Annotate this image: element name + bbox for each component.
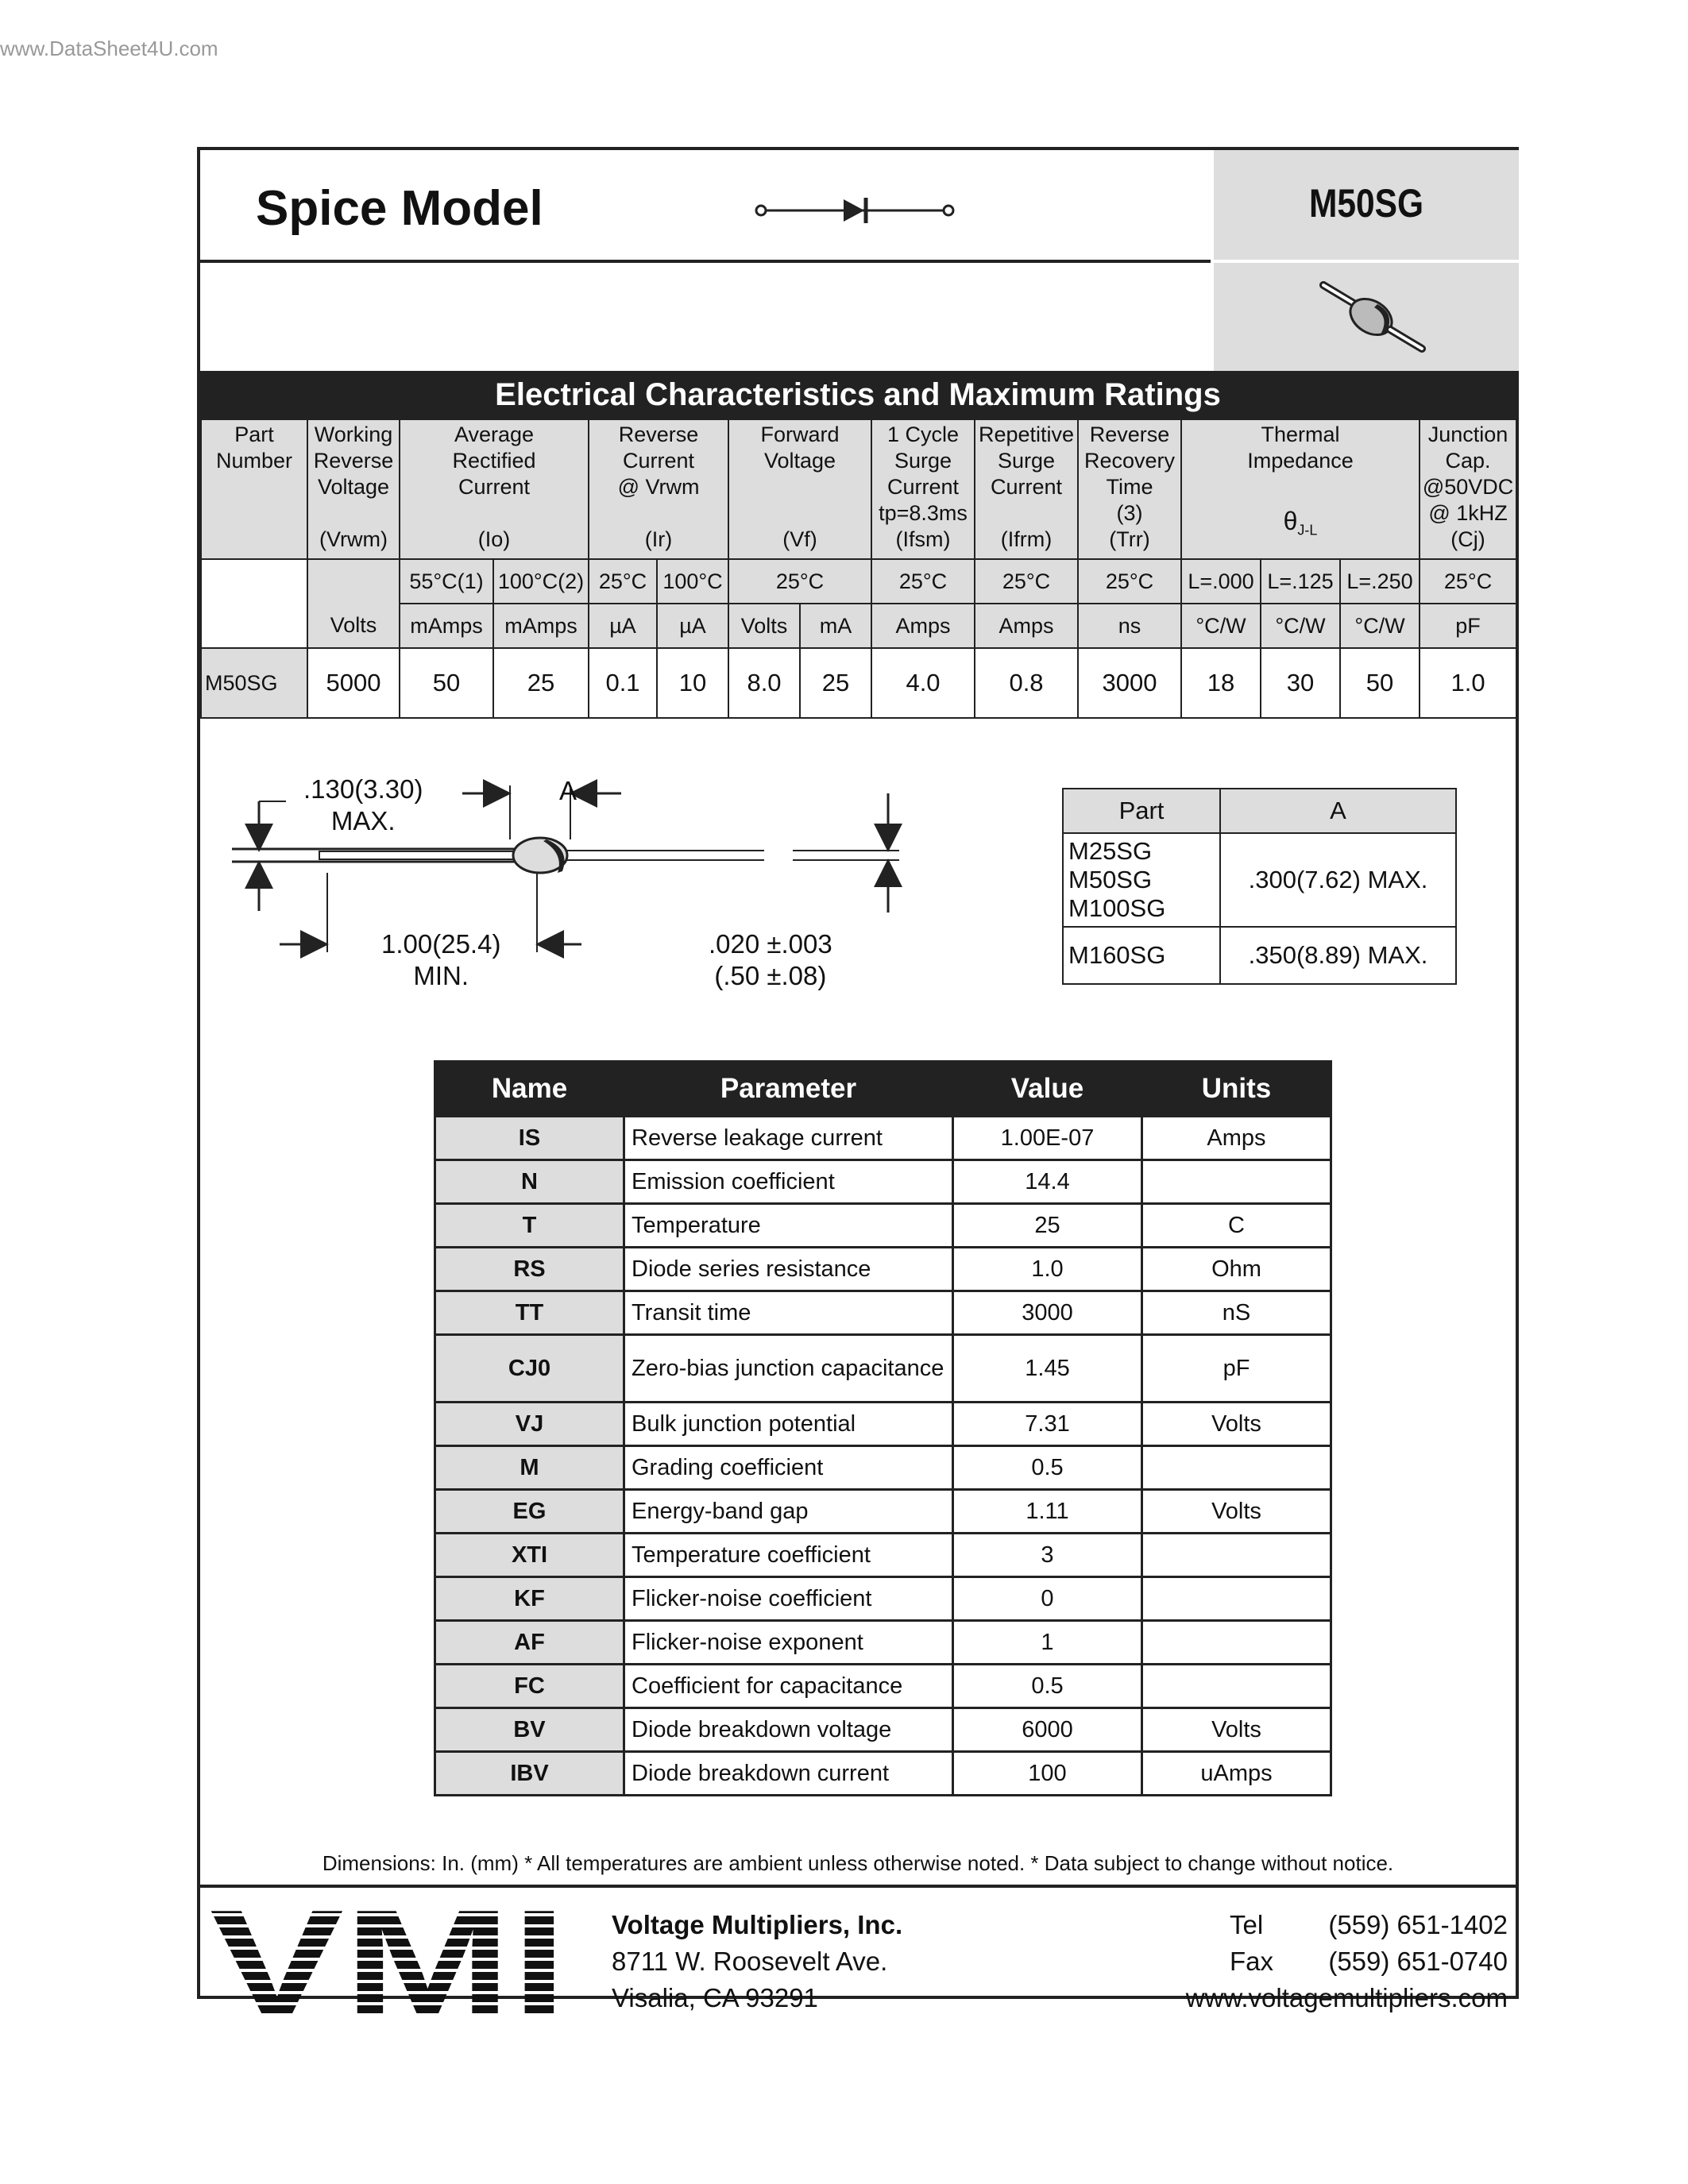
spice-cell-parameter: Diode series resistance [624, 1248, 953, 1291]
spice-row [435, 1117, 1331, 1160]
spice-hdr-units: Units [1142, 1062, 1331, 1117]
cell-ifrm: 0.8 [975, 648, 1078, 718]
spice-cell-units [1142, 1621, 1331, 1665]
hdr-forward-voltage: Forward Voltage (Vf) [728, 419, 871, 559]
unit-ir-25: µA [589, 604, 657, 648]
fax-label: Fax [1230, 1947, 1274, 1976]
cell-trr: 3000 [1078, 648, 1181, 718]
spice-row [435, 1204, 1331, 1248]
hdr-junction-capacitance: Junction Cap. @50VDC @ 1kHZ (Cj) [1420, 419, 1516, 559]
spice-row [435, 1534, 1331, 1577]
spice-cell-value: 1.0 [953, 1248, 1142, 1291]
hdr-reverse-current: Reverse Current @ Vrwm (Ir) [589, 419, 728, 559]
spice-cell-name: RS [435, 1248, 624, 1291]
electrical-characteristics-table [200, 419, 1517, 719]
fax-number: (559) 651-0740 [1328, 1947, 1508, 1976]
unit-vrwm: Volts [307, 559, 400, 648]
spice-cell-value: 14.4 [953, 1160, 1142, 1204]
unit-io-55: mAmps [400, 604, 493, 648]
spice-body [435, 1117, 1331, 1796]
temp-theta-125: L=.125 [1261, 559, 1340, 604]
unit-ifsm: Amps [871, 604, 975, 648]
website-link[interactable]: www.voltagemultipliers.com [1185, 1983, 1508, 2012]
spice-cell-units: uAmps [1142, 1752, 1331, 1796]
spice-cell-value: 7.31 [953, 1403, 1142, 1446]
ec-temperature-row [201, 559, 1516, 604]
unit-theta-125: °C/W [1261, 604, 1340, 648]
spice-cell-units [1142, 1160, 1331, 1204]
spice-cell-parameter: Coefficient for capacitance [624, 1665, 953, 1708]
cell-theta-125: 30 [1261, 648, 1340, 718]
cell-io-100: 25 [493, 648, 589, 718]
spice-cell-name: FC [435, 1665, 624, 1708]
spice-cell-name: VJ [435, 1403, 624, 1446]
spice-cell-value: 1.11 [953, 1490, 1142, 1534]
unit-vf-volts: Volts [728, 604, 800, 648]
spice-row [435, 1752, 1331, 1796]
spice-row [435, 1403, 1331, 1446]
temp-theta-000: L=.000 [1181, 559, 1261, 604]
parts-hdr-a: A [1220, 789, 1456, 833]
cell-vrwm: 5000 [307, 648, 400, 718]
cell-io-55: 50 [400, 648, 493, 718]
cell-vf-ma: 25 [800, 648, 871, 718]
spice-cell-units: nS [1142, 1291, 1331, 1335]
spice-cell-value: 0.5 [953, 1446, 1142, 1490]
hdr-thermal-impedance: Thermal Impedance $\theta_{J-L}$ [1181, 419, 1420, 559]
spice-cell-name: M [435, 1446, 624, 1490]
fax-row [1186, 1943, 1508, 1980]
spice-cell-parameter: Diode breakdown current [624, 1752, 953, 1796]
diode-symbol-icon [756, 198, 953, 223]
spice-cell-parameter: Grading coefficient [624, 1446, 953, 1490]
contact-info [1186, 1907, 1508, 2016]
spice-row [435, 1665, 1331, 1708]
parts-group2-a: .350(8.89) MAX. [1220, 927, 1456, 984]
dim-lead-min: 1.00(25.4) MIN. [381, 929, 501, 990]
spice-cell-value: 3 [953, 1534, 1142, 1577]
temp-trr: 25°C [1078, 559, 1181, 604]
parts-row-2 [1063, 927, 1456, 984]
spice-cell-units: Volts [1142, 1403, 1331, 1446]
spice-row [435, 1248, 1331, 1291]
unit-cj: pF [1420, 604, 1516, 648]
spice-cell-value: 25 [953, 1204, 1142, 1248]
unit-ir-100: µA [657, 604, 728, 648]
spice-cell-parameter: Temperature [624, 1204, 953, 1248]
unit-ifrm: Amps [975, 604, 1078, 648]
spice-hdr-parameter: Parameter [624, 1062, 953, 1117]
spice-cell-name: TT [435, 1291, 624, 1335]
dim-body-max: .130(3.30) MAX. [303, 774, 423, 835]
spice-row [435, 1490, 1331, 1534]
tel-label: Tel [1230, 1910, 1264, 1939]
cell-ir-100: 10 [657, 648, 728, 718]
parts-group1-a: .300(7.62) MAX. [1220, 833, 1456, 927]
spice-row [435, 1291, 1331, 1335]
spice-cell-parameter: Emission coefficient [624, 1160, 953, 1204]
ec-banner: Electrical Characteristics and Maximum Ratings [200, 371, 1516, 419]
spice-cell-units [1142, 1577, 1331, 1621]
spice-cell-units: C [1142, 1204, 1331, 1248]
hdr-surge-current: 1 Cycle Surge Current tp=8.3ms (Ifsm) [871, 419, 975, 559]
temp-ifrm: 25°C [975, 559, 1078, 604]
spice-cell-name: IS [435, 1117, 624, 1160]
spice-row [435, 1335, 1331, 1403]
footer-rule [200, 1885, 1516, 1888]
spice-cell-parameter: Diode breakdown voltage [624, 1708, 953, 1752]
company-address-2: Visalia, CA 93291 [612, 1983, 818, 2012]
spice-cell-units: Ohm [1142, 1248, 1331, 1291]
spice-cell-units [1142, 1446, 1331, 1490]
spice-cell-value: 1.00E-07 [953, 1117, 1142, 1160]
spice-row [435, 1577, 1331, 1621]
parts-group1-names: M25SG M50SG M100SG [1063, 833, 1220, 927]
temp-io-55: 55°C(1) [400, 559, 493, 604]
page-title: Spice Model [256, 181, 543, 236]
spice-cell-units [1142, 1534, 1331, 1577]
temp-cj: 25°C [1420, 559, 1516, 604]
part-dimension-table [1062, 788, 1457, 985]
spice-cell-name: IBV [435, 1752, 624, 1796]
temp-ir-100: 100°C [657, 559, 728, 604]
parts-group2-name: M160SG [1063, 927, 1220, 984]
spice-cell-value: 1.45 [953, 1335, 1142, 1403]
cell-part: M50SG [201, 648, 307, 718]
spice-cell-name: XTI [435, 1534, 624, 1577]
spice-cell-parameter: Flicker-noise exponent [624, 1621, 953, 1665]
cell-ifsm: 4.0 [871, 648, 975, 718]
cell-cj: 1.0 [1420, 648, 1516, 718]
spice-parameter-table [434, 1060, 1332, 1796]
cell-vf-volts: 8.0 [728, 648, 800, 718]
temp-theta-250: L=.250 [1340, 559, 1420, 604]
hdr-reverse-recovery-time: Reverse Recovery Time (3) (Trr) [1078, 419, 1181, 559]
spice-cell-value: 6000 [953, 1708, 1142, 1752]
spice-cell-name: BV [435, 1708, 624, 1752]
cell-theta-000: 18 [1181, 648, 1261, 718]
diode-package-icon [1214, 263, 1519, 374]
spice-cell-parameter: Energy-band gap [624, 1490, 953, 1534]
header-rule [200, 260, 1211, 263]
spice-cell-name: CJ0 [435, 1335, 624, 1403]
hdr-working-reverse-voltage: Working Reverse Voltage (Vrwm) [307, 419, 400, 559]
unit-theta-000: °C/W [1181, 604, 1261, 648]
parts-hdr-part: Part [1063, 789, 1220, 833]
spice-cell-parameter: Reverse leakage current [624, 1117, 953, 1160]
spice-cell-value: 3000 [953, 1291, 1142, 1335]
spice-cell-units: Amps [1142, 1117, 1331, 1160]
spice-cell-name: T [435, 1204, 624, 1248]
spice-cell-units: pF [1142, 1335, 1331, 1403]
spice-cell-name: AF [435, 1621, 624, 1665]
ec-header-row [201, 419, 1516, 559]
spice-header-row [435, 1062, 1331, 1117]
spice-cell-parameter: Zero-bias junction capacitance [624, 1335, 953, 1403]
temp-ifsm: 25°C [871, 559, 975, 604]
spice-row [435, 1446, 1331, 1490]
hdr-average-rectified-current: Average Rectified Current (Io) [400, 419, 589, 559]
cell-theta-250: 50 [1340, 648, 1420, 718]
spice-cell-units [1142, 1665, 1331, 1708]
blank-cell [201, 559, 307, 648]
dim-lead-dia: .020 ±.003 (.50 ±.08) [709, 929, 832, 990]
watermark: www.DataSheet4U.com [0, 37, 218, 60]
dim-a-label: A [559, 776, 577, 805]
company-address-1: 8711 W. Roosevelt Ave. [612, 1947, 888, 1976]
temp-vf: 25°C [728, 559, 871, 604]
unit-io-100: mAmps [493, 604, 589, 648]
spice-cell-value: 100 [953, 1752, 1142, 1796]
unit-trr: ns [1078, 604, 1181, 648]
spice-cell-name: KF [435, 1577, 624, 1621]
parts-header-row [1063, 789, 1456, 833]
spice-cell-units: Volts [1142, 1708, 1331, 1752]
spice-hdr-name: Name [435, 1062, 624, 1117]
ec-data-row [201, 648, 1516, 718]
temp-io-100: 100°C(2) [493, 559, 589, 604]
tel-number: (559) 651-1402 [1328, 1910, 1508, 1939]
footnote: Dimensions: In. (mm) * All temperatures are ambient unless otherwise noted. * Data subject to change without notice. [322, 1851, 1394, 1875]
model-number: M50SG [1308, 181, 1424, 226]
spice-cell-value: 0 [953, 1577, 1142, 1621]
unit-vf-ma: mA [800, 604, 871, 648]
model-panel [1214, 150, 1519, 371]
spice-cell-name: N [435, 1160, 624, 1204]
parts-row-1 [1063, 833, 1456, 927]
vmi-logo [210, 1905, 575, 2024]
spice-cell-units: Volts [1142, 1490, 1331, 1534]
unit-theta-250: °C/W [1340, 604, 1420, 648]
spice-hdr-value: Value [953, 1062, 1142, 1117]
spice-row [435, 1708, 1331, 1752]
spice-row [435, 1621, 1331, 1665]
spice-cell-value: 1 [953, 1621, 1142, 1665]
spice-cell-parameter: Transit time [624, 1291, 953, 1335]
company-name: Voltage Multipliers, Inc. [612, 1910, 903, 1939]
spice-cell-name: EG [435, 1490, 624, 1534]
hdr-part-number: Part Number [201, 419, 307, 559]
cell-ir-25: 0.1 [589, 648, 657, 718]
hdr-repetitive-surge-current: Repetitive Surge Current (Ifrm) [975, 419, 1078, 559]
company-info [612, 1907, 902, 2016]
spice-cell-value: 0.5 [953, 1665, 1142, 1708]
spice-cell-parameter: Bulk junction potential [624, 1403, 953, 1446]
datasheet-frame [197, 147, 1519, 2012]
tel-row [1186, 1907, 1508, 1943]
spice-row [435, 1160, 1331, 1204]
spice-cell-parameter: Temperature coefficient [624, 1534, 953, 1577]
spice-cell-parameter: Flicker-noise coefficient [624, 1577, 953, 1621]
temp-ir-25: 25°C [589, 559, 657, 604]
